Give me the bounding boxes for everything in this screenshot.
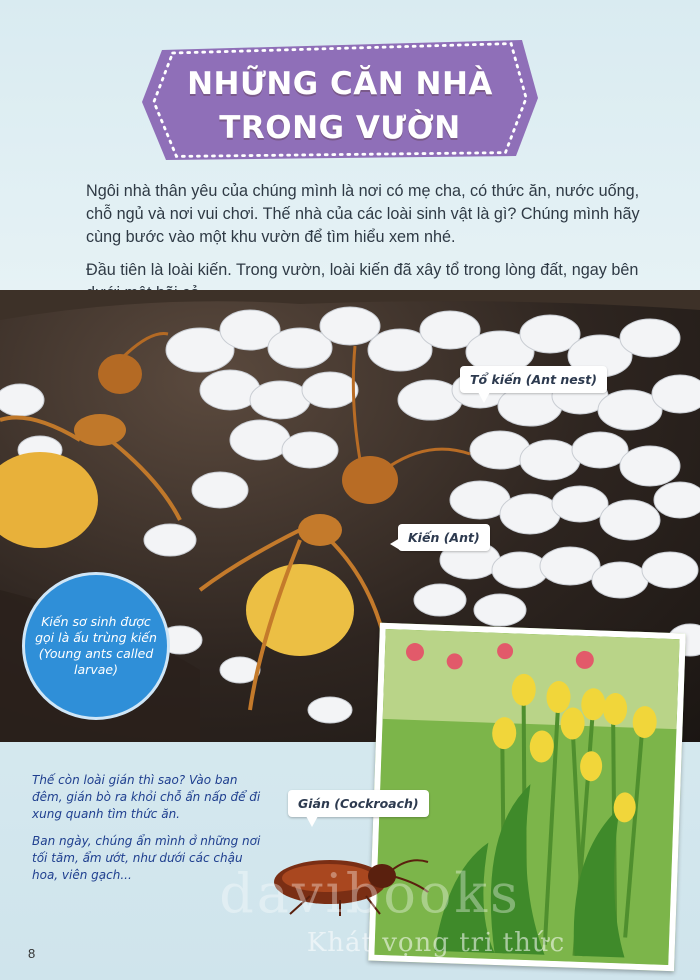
intro-paragraph-2: Đầu tiên là loài kiến. Trong vườn, loài kiến đã xây tổ trong lòng đất, ngay bên bbox=[86, 261, 639, 279]
larvae-info-circle bbox=[22, 572, 170, 720]
watermark-slogan: Khát vọng tri thức bbox=[306, 928, 566, 958]
larvae-label: Kiến sơ sinh được gọi là ấu trùng kiến (Young ants called larvae) bbox=[35, 614, 157, 677]
cockroach-paragraph-1: Thế còn loài gián thì sao? Vào ban đêm, gián bò ra khỏi chỗ ẩn nấp để đi xung quanh tìm thức ăn. bbox=[32, 773, 261, 821]
cockroach-label: Gián (Cockroach) bbox=[288, 790, 429, 817]
ant-nest-label: Tổ kiến (Ant nest) bbox=[460, 366, 607, 393]
watermark-brand: davibooks bbox=[219, 862, 521, 925]
page-title-line-2: TRONG VƯỜN bbox=[219, 110, 461, 146]
title-banner bbox=[140, 36, 540, 162]
page-number: 8 bbox=[28, 946, 36, 961]
cockroach-paragraph-2: Ban ngày, chúng ẩn mình ở những nơi tối tăm, ẩm ướt, như dưới các chậu hoa, viên gạch... bbox=[32, 834, 261, 882]
ant-label: Kiến (Ant) bbox=[398, 524, 490, 551]
page-title-line-1: NHỮNG CĂN NHÀ bbox=[187, 66, 493, 102]
intro-paragraph-1: Ngôi nhà thân yêu của chúng mình là nơi có mẹ cha, có thức ăn, nước uống, chỗ ngủ và nơi vui chơi. Thế nhà của các loài sinh vật là gì? Chúng mình hãy cùng bước vào một khu vườn để tìm hiểu xem nhé. bbox=[86, 182, 640, 246]
